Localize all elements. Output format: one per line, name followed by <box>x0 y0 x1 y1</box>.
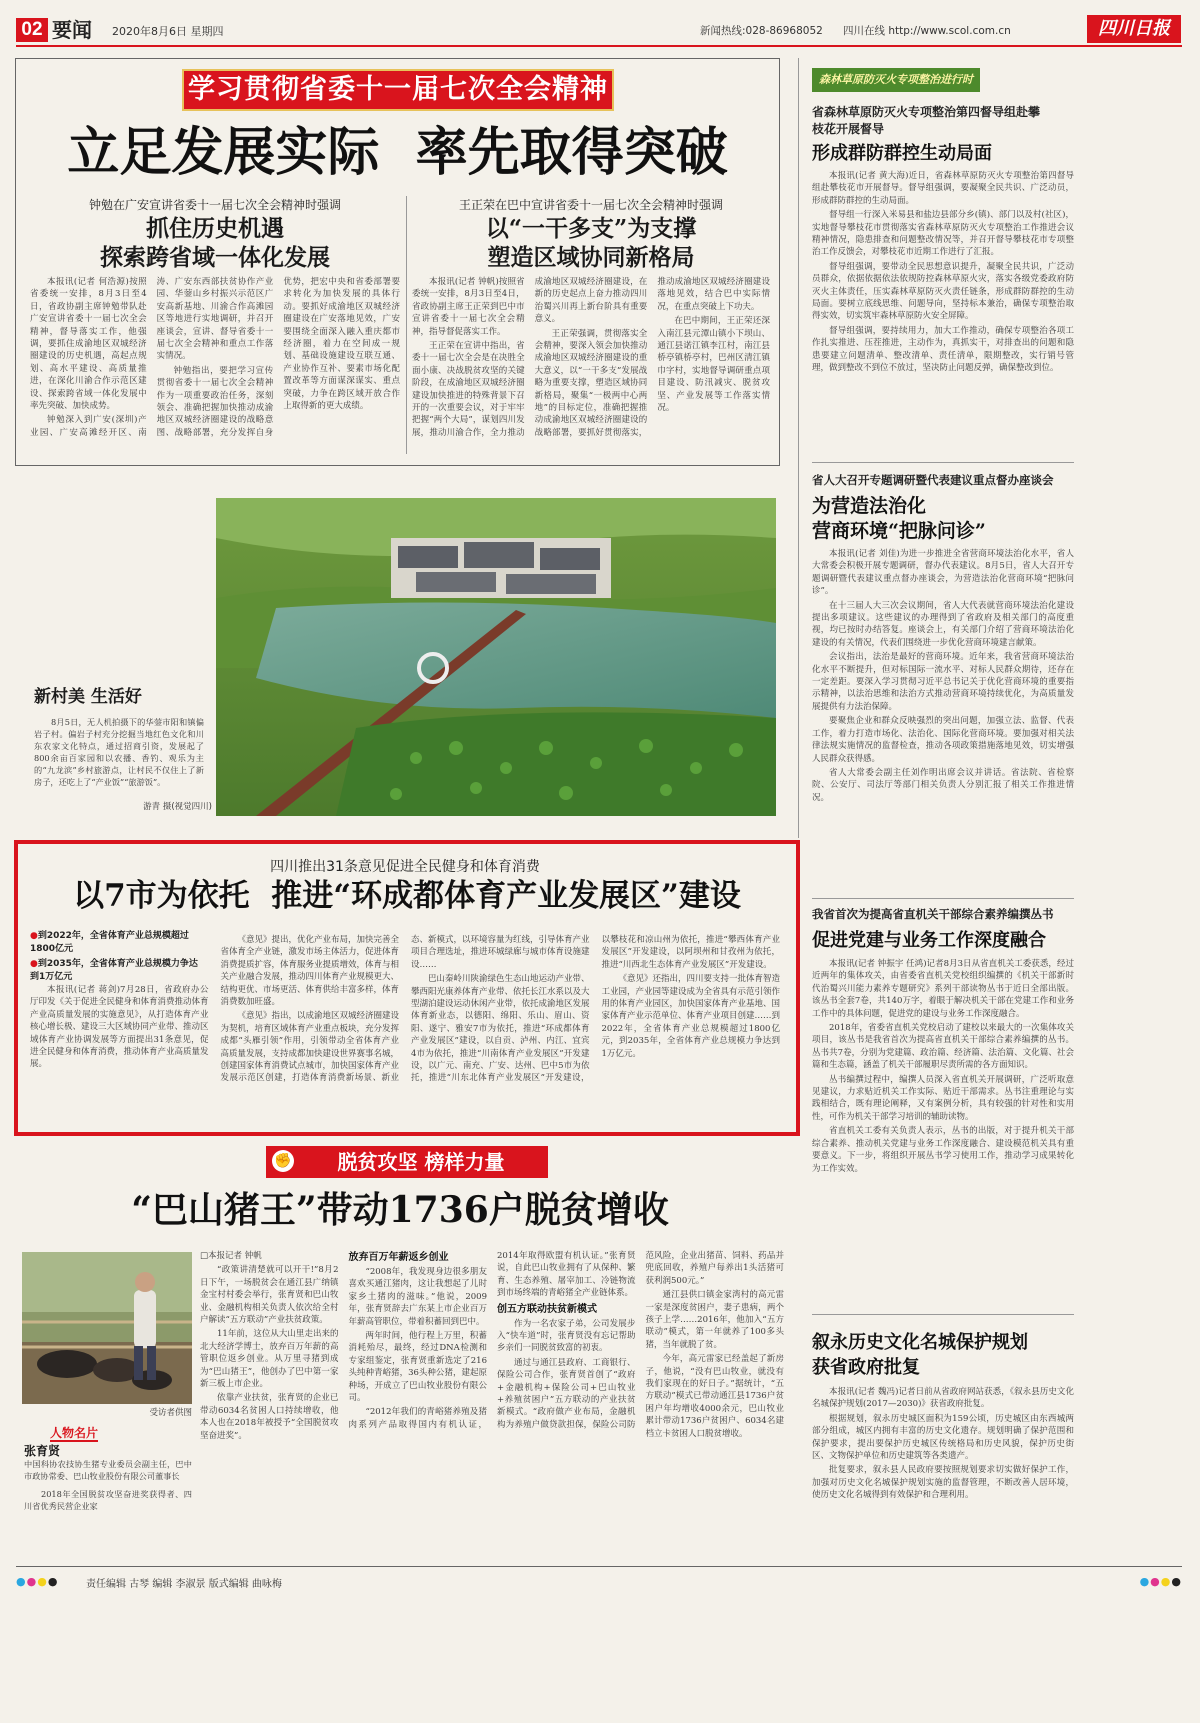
right-title-2: 塑造区域协同新格局 <box>487 244 695 271</box>
subhead: 放弃百万年薪返乡创业 <box>348 1252 449 1263</box>
paragraph: 依靠产业扶贫，张育贤的企业已带动6034名贫困人口持续增收，他本人也在2018年被授予“全国脱贫攻坚奋进奖”。 <box>200 1393 339 1441</box>
color-dots-right: ●●●● <box>1139 1575 1182 1588</box>
paragraph: 会议指出，法治是最好的营商环境。近年来，我省营商环境法治化水平不断提升，但对标国际一流水平、对标人民群众期待，还存在一定差距。要深入学习贯彻习近平总书记关于优化营商环境的重要指示精神，以法治思维和法治方式推动营商环境持续优化，为高质量发展提供有力法治保障。 <box>812 652 1074 712</box>
byline: □本报记者 钟帆 <box>200 1251 262 1261</box>
right-rule-2 <box>812 898 1074 899</box>
person-name: 张育贤 <box>24 1444 61 1458</box>
left-kicker: 钟勉在广安宣讲省委十一届七次全会精神时强调 <box>88 198 341 212</box>
paragraph: 本报讯(记者 黄大海)近日，省森林草原防灭火专项整治第四督导组赴攀枝花市开展督导。督导组强调，要凝聚全民共识、广泛动员，形成群防群控的生动局面。 <box>812 171 1074 206</box>
paragraph: 督导组强调，要带动全民思想意识提升，凝聚全民共识，广泛动员群众，依据依据依法依规防控森林草原火灾，落实各级党委政府防灭火主体责任，压实森林草原防灭火责任链条，形成群防群控的生动局面。要树立底线思维、问题导向，坚持标本兼治，确保专项整治取得实效，切实筑牢森林草原防火安全屏障。 <box>812 261 1074 322</box>
paragraph: 批复要求，叙永县人民政府要按照规划要求切实做好保护工作，加强对历史文化名城保护规划实施的监督管理，不断改善人居环境，使历史文化名城得到有效保护和合理利用。 <box>812 1465 1074 1501</box>
sports-headline: 以7市为依托 推进“环成都体育产业发展区”建设 <box>73 878 741 914</box>
subhead: 创五方联动扶贫新模式 <box>497 1303 597 1315</box>
paragraph: 两年时间，他行程上万里，积蓄消耗殆尽，最终，经过DNA检测和专家组鉴定，张育贤重新选定了216头纯种青峪猪，36头种公猪，建起原种场，开成立了巴山牧业股份有限公司。 <box>348 1331 487 1404</box>
paragraph: 在十三届人大三次会议期间，省人大代表就营商环境法治化建设提出多项建议。这些建议的办理得到了省政府及相关部门的高度重视，均已按时办结答复。座谈会上，有关部门介绍了营商环境法治化建设的有关情况，代表们围绕进一步优化营商环境建言献策。 <box>812 600 1074 648</box>
poverty-banner <box>266 1146 548 1178</box>
paragraph: 本报讯(记者 钟帆)按照省委统一安排，8月3日至4日，省政协副主席王正荣到巴中市宣讲省委十一届七次全会精神，指导督促落实工作。 <box>412 277 525 337</box>
paragraph: “政策讲清楚就可以开干!”8月2日下午，一场脱贫会在通江县广纳镇金宝村村委会举行，张育贤和巴山牧业、金融机构相关负责人依次给全村户解读“五方联动”产业扶贫政策。 <box>200 1265 339 1326</box>
sports-body <box>30 934 780 1124</box>
left-body <box>30 276 400 452</box>
photo-caption <box>34 716 204 812</box>
person-desc-text: 中国科协农技协生猪专业委员会副主任，巴中市政协常委、巴山牧业股份有限公司董事长 <box>24 1459 192 1481</box>
column-divider <box>406 196 407 454</box>
paragraph: 11年前，这位从大山里走出来的北大经济学博士，放弃百万年薪的高管职位返乡创业。从万里寻猪到成为“巴山猪王”，他创办了巴中第一家新三板上市企业。 <box>200 1329 339 1390</box>
website: 四川在线 http://www.scol.com.cn <box>843 25 1011 37</box>
paragraph: 钟勉深入到广安(深圳)产业园、广安高滩经开区、南涛、广安东西部扶贫协作产业园、华蓥山乡村振兴示范区广安高新基地、川渝合作高滩园区等地进行实地调研，并召开座谈会，宣讲、督导省委十一届七次全会精神和重点工作落实情况。 <box>30 277 274 438</box>
paragraph: 督导组强调，要持续用力，加大工作推动，确保专项整治各项工作扎实推进、压茬推进，主动作为，真抓实干，对排查出的问题和隐患要建立问题清单、整改清单、责任清单，限期整改，实行销号管理，做到整改不到位不放过，坚决防止问题反弹，确保整改到位。 <box>812 325 1074 374</box>
paragraph: 《意见》指出，以成渝地区双城经济圈建设为契机，培育区域体育产业重点板块，充分发挥成都“头雁引领”作用，引领带动全省体育产业高质量发展，支持成都加快建设世界赛事名城，创建国家体育消费试点城市，加快国家体育产业发展示范区创建，打造体育消费新场景、新业态、新模式，以环境容量为红线，引导体育产业项目合理选址，推进环城绿廊与城市体育设施建设…… <box>220 935 590 1084</box>
editors-credit: 责任编辑 古琴 编辑 李淑景 版式编辑 曲咏梅 <box>86 1579 282 1590</box>
village-photo <box>216 498 776 816</box>
poverty-headline: “巴山猪王”带动1736户脱贫增收 <box>131 1189 669 1231</box>
news-hotline: 新闻热线:028-86968052 <box>700 25 823 37</box>
page-header <box>0 0 1200 44</box>
photo-credit: 游青 摄(视觉四川) <box>143 802 212 812</box>
section-name: 要闻 <box>52 18 92 42</box>
right-title-1: 以“一干多支”为支撑 <box>485 215 697 242</box>
fire-headline: 形成群防群控生动局面 <box>812 143 992 164</box>
header-rule <box>16 45 1182 47</box>
paragraph: 通江县供口镇金家湾村的高元雷一家是深度贫困户，妻子患病，两个孩子上学……2016年，他加入“五方联动”模式，第一年就养了100多头猪，当年就脱了贫。 <box>645 1290 784 1350</box>
bullet-icon: ● <box>30 959 38 969</box>
law-body <box>812 548 1074 884</box>
person-award-text: 2018年全国脱贫攻坚奋进奖获得者、四川省优秀民营企业家 <box>24 1489 192 1511</box>
person-tag: 人物名片 <box>50 1426 99 1440</box>
heritage-body <box>812 1386 1074 1556</box>
right-column-divider <box>798 58 799 838</box>
paragraph: 今年，高元雷家已经盖起了新房子，他说，“没有巴山牧业，就没有我们家现在的好日子。”据统计，“五方联动”模式已带动通江县1736户贫困户年均增收4000余元，巴山牧业累计带动1736户贫困户、6034名建档立卡贫困人口脱贫增收。 <box>645 1354 784 1439</box>
law-title-1: 为营造法治化 <box>812 495 927 517</box>
paragraph: 根据规划，叙永历史城区面积为159公顷，历史城区由东西城两部分组成，城区内拥有丰富的历史文化遗存。规划明确了保护范围和保护要求，提出要保护历史城区传统格局和历史风貌，保护历史街区、文物保护单位和历史建筑等各类遗产。 <box>812 1413 1074 1462</box>
right-rule-1 <box>812 462 1074 463</box>
right-rule-3 <box>812 1314 1074 1315</box>
paragraph: 本报讯(记者 钟振宇 任鸿)记者8月3日从省直机关工委获悉，经过近两年的集体攻关，由省委省直机关党校组织编撰的《机关干部新时代治蜀兴川能力素养专题研究》系列干部读物丛书于近日全部出版。该丛书全套7卷，共140万字，着眼于解决机关干部在党建工作和业务工作中的具体问题，促进党的建设与业务工作深度融合。 <box>812 959 1074 1019</box>
masthead-logo: 四川日报 <box>1087 15 1181 43</box>
fire-body <box>812 170 1074 442</box>
paragraph: “2012年我们的青峪猪养殖及猪肉系列产品取得国内有机认证，2014年取得欧盟有机认证。”张育贤说，自此巴山牧业拥有了从保种、繁育、生态养殖、屠宰加工、冷链物流到市场终端的青峪猪全产业链体系。 <box>348 1251 636 1430</box>
paragraph: 本报讯(记者 刘佳)为进一步推进全省营商环境法治化水平，省人大常委会积极开展专题调研，督办代表建议。8月5日，省人大召开专题调研暨代表建议重点督办座谈会，为营造法治化营商环境“把脉问诊”。 <box>812 549 1074 597</box>
paragraph: “2008年，我发现身边很多朋友喜欢买通江猪肉，这让我想起了儿时家乡土猪肉的滋味。”他说，2009年，张育贤辞去广东某上市企业百万年薪高管职位，带着积蓄回到巴中。 <box>348 1267 487 1327</box>
party-body <box>812 958 1074 1298</box>
farmer-photo <box>22 1252 192 1404</box>
fist-icon: ✊ <box>272 1150 294 1172</box>
paragraph: 作为一名农家子弟，公司发展步入“快车道”时，张育贤没有忘记帮助乡亲们一同脱贫致富的初衷。 <box>497 1318 636 1354</box>
person-card-label <box>50 1422 170 1441</box>
bullet-icon: ● <box>30 931 38 941</box>
paragraph: 王正荣强调，贯彻落实全会精神，要深入领会加快推动成渝地区双城经济圈建设的重大意义，以“一干多支”发展战略为重要支撑，塑造区域协同新格局，聚集“一极两中心两地”的目标定位，准确把握推动成渝地区双城经济圈建设的战略部署，要抓好贯彻落实，推动成渝地区双城经济圈建设落地见效，结合巴中实际情况，在重点突破上下功夫。 <box>534 277 770 438</box>
fire-banner <box>812 68 980 92</box>
left-title-2: 探索跨省域一体化发展 <box>100 244 330 271</box>
sports-kicker: 四川推出31条意见促进全民健身和体育消费 <box>270 859 540 875</box>
paragraph: 2018年，省委省直机关党校启动了建校以来最大的一次集体攻关项目，该丛书是我省首次为提高省直机关干部综合素养编撰的丛书。丛书共7卷，分别为党建篇、政治篇、经济篇、法治篇、文化篇、社会篇和生态篇，涵盖了机关干部履职尽责所需的各方面知识。 <box>812 1023 1074 1071</box>
fire-kicker: 省森林草原防灭火专项整治第四督导组赴攀枝花开展督导 <box>812 105 1041 136</box>
law-kicker: 省人大召开专题调研暨代表建议重点督办座谈会 <box>812 473 1054 487</box>
pig-farm-image <box>22 1252 192 1404</box>
right-kicker: 王正荣在巴中宣讲省委十一届七次全会精神时强调 <box>458 198 723 212</box>
paragraph: 在巴中期间，王正荣还深入南江县元潭山镇小下坝山、通江县诺江镇李江村，南江县桥亭镇桥亭村，巴州区清江镇巾字村，实地督导调研重点项目建设、防汛减灾、脱贫攻坚、产业发展等工作落实情况。 <box>657 316 770 414</box>
photo-title-text: 新村美 生活好 <box>34 687 142 707</box>
right-body <box>412 276 770 452</box>
paragraph: 钟勉指出，要把学习宣传贯彻省委十一届七次全会精神作为一项重要政治任务，深刻领会、准确把握加快推动成渝地区双城经济圈建设的战略意图、战略部署，充分发挥自身优势，把宏中央和省委部署要求转化为加快发展的具体行动。要抓好成渝地区双城经济圈建设在广安落地见效，广安要围绕全面深入融入重庆都市经济圈，着力在空间成一规划、基础设施建设互联互通、产业协作互补、要素市场化配置改革等方面谋深谋实、重点突破，力争在跨区域开放合作上取得新的更大成绩。 <box>156 277 400 438</box>
footer <box>16 1572 1182 1592</box>
law-title-2: 营商环境“把脉问诊” <box>812 520 986 542</box>
party-kicker: 我省首次为提高省直机关干部综合素养编撰丛书 <box>812 907 1054 921</box>
color-dots-left: ●●●● <box>16 1575 59 1588</box>
paragraph: 《意见》提出，优化产业布局，加快完善全省体育全产业链，激发市场主体活力，促进体育消费提质扩容，体育服务业提质增效，体育与相关产业融合发展，推动四川体育产业规模更大、结构更优、市场更活、体育供给丰富多样，体育消费数加旺盛。 <box>220 935 400 1008</box>
key-points-spacer <box>30 934 209 984</box>
top-banner <box>182 69 614 111</box>
key-point-text: 到2022年，全省体育产业总规模超过1800亿元 <box>30 931 189 954</box>
page-number: 02 <box>16 18 48 42</box>
paragraph: 本报讯(记者 蒋剑)7月28日，省政府办公厅印发《关于促进全民健身和体育消费推动体育产业高质量发展的实施意见》，从打造体育产业核心增长极、建设三大区域协同产业带、推动区域体育产业协调发展等方面提出31条意见，促进全民健身和体育消费，推动体育产业高质量发展。 <box>30 985 209 1070</box>
paragraph: 省人大常委会副主任刘作明出席会议并讲话。省法院、省检察院、公安厅、司法厅等部门相关负责人分别汇报了相关工作推进情况。 <box>812 767 1074 803</box>
left-title-1: 抓住历史机遇 <box>146 215 284 242</box>
paragraph: 丛书编撰过程中，编撰人员深入省直机关开展调研，广泛听取意见建议，力求贴近机关工作实际、贴近干部需求。丛书注重理论与实践相结合，既有理论阐释，又有案例分析，具有较强的针对性和实用性，可作为机关干部学习培训的辅助读物。 <box>812 1074 1074 1122</box>
paragraph: 本报讯(记者 何浩源)按照省委统一安排，8月3日至4日，省政协副主席钟勉带队赴广安宣讲省委十一届七次全会精神，督导落实工作，他强调，要抓住成渝地区双城经济圈建设的历史机遇，高起点规划、高水平建设、高质量推进，在深化川渝合作示范区建设、探索跨省域一体化发展中率先突破、加快成势。 <box>30 277 147 412</box>
party-headline: 促进党建与业务工作深度融合 <box>812 930 1046 951</box>
paragraph: 本报讯(记者 魏冯)记者日前从省政府网站获悉，《叙永县历史文化名城保护规划(2017—2030)》获省政府批复。 <box>812 1387 1074 1410</box>
top-headline: 立足发展实际 率先取得突破 <box>67 122 728 183</box>
paragraph: 要聚焦企业和群众反映强烈的突出问题，加强立法、监督、代表工作，着力打造市场化、法治化、国际化营商环境。要加强对相关法律法规实施情况的监督检查，推动各项政策措施落地见效，切实增强人民群众获得感。 <box>812 716 1074 764</box>
paragraph: 通过与通江县政府、工商银行、保险公司合作，张育贤首创了“政府+金融机构+保险公司+巴山牧业+养殖贫困户”五方联动的产业扶贫新模式。“政府做产业布局，金融机构为养殖户做贷款担保，保险公司防范风险，企业出猪苗、饲料、药品并兜底回收，养殖户每养出1头活猪可获利润500元。” <box>497 1251 784 1430</box>
paragraph: 省直机关工委有关负责人表示，丛书的出版，对于提升机关干部综合素养、推动机关党建与业务工作深度融合、建设模范机关具有重要意义。下一步，将组织开展丛书学习使用工作，推动学习成果转化为工作实效。 <box>812 1126 1074 1174</box>
paragraph: 巴山秦岭川陕渝绿色生态山地运动产业带、攀西阳光康养体育产业带、依托长江水系以及大型湖泊建设运动休闲产业带，依托成渝地区发展体育新业态，以德阳、绵阳、乐山、眉山、资阳、遂宁、雅安7市为依托，推进“环成都体育产业发展区”建设，以自贡、泸州、内江、宜宾4市为依托，推进“川南体育产业发展区”开发建设，以广元、南充、广安、达州、巴中5市为依托，推进“川东北体育产业发展区”开发建设，以攀枝花和凉山州为依托，推进“攀西体育产业发展区”开发建设，以阿坝州和甘孜州为依托，推进“川西北生态体育产业发展区”开发建设。 <box>411 935 780 1084</box>
fire-banner-text: 森林草原防灭火专项整治进行时 <box>819 73 973 86</box>
key-point-text: 到2035年，全省体育产业总规模力争达到1万亿元 <box>30 959 198 982</box>
heritage-title-2: 获省政府批复 <box>812 1357 920 1378</box>
village-aerial-image <box>216 498 776 816</box>
caption-text: 8月5日，无人机拍摄下的华蓥市阳和镇偏岩子村。偏岩子村充分挖掘当地红色文化和川东农家文化特点，通过招商引资，发展起了800余亩百家园和以农播、香钓、观乐为主的“九龙滨”乡村旅游点，让村民不仅住上了新房子，还吃上了“产业饭”“旅游饭”。 <box>34 717 204 787</box>
paragraph: 《意见》还指出，四川要支持一批体育智造工业园，产业园等建设成为全省具有示范引领作用的体育产业园区，加快国家体育产业基地、国家体育产业示范单位、体育产业项目创建……到2022年，全省体育产业总规模超过1800亿元，到2035年，全省体育产业总规模力争达到1万亿元。 <box>601 974 780 1059</box>
top-banner-text: 学习贯彻省委十一届七次全会精神 <box>188 74 608 105</box>
person-desc <box>24 1458 192 1568</box>
poverty-body <box>200 1250 784 1562</box>
issue-date: 2020年8月6日 星期四 <box>112 25 224 38</box>
heritage-title-1: 叙永历史文化名城保护规划 <box>812 1332 1028 1353</box>
paragraph: 王正荣在宣讲中指出，省委十一届七次全会是在决胜全面小康、决战脱贫攻坚的关键阶段，在成渝地区双城经济圈建设加快推进的特殊背景下召开的一次重要会议，对于牢牢把握“两个大局”，谋划四川发展，推动川渝合作，全力推动成渝地区双城经济圈建设，在新的历史起点上奋力推动四川治蜀兴川再上新台阶具有重要意义。 <box>412 277 648 438</box>
photo-credit: 受访者供图 <box>149 1408 192 1418</box>
photo-title <box>34 686 194 708</box>
poverty-banner-text: 脱贫攻坚 榜样力量 <box>337 1150 505 1174</box>
paragraph: 督导组一行深入米易县和盐边县部分乡(镇)、部门以及村(社区)，实地督导攀枝花市贯彻落实省森林草原防灭火专项整治工作推进会议精神情况，隐患排查和问题整改情况等，并召开督导攀枝花市专项整治工作反馈会，对攀枝花市近期工作进行了汇报。 <box>812 210 1074 258</box>
footer-rule <box>16 1566 1182 1567</box>
